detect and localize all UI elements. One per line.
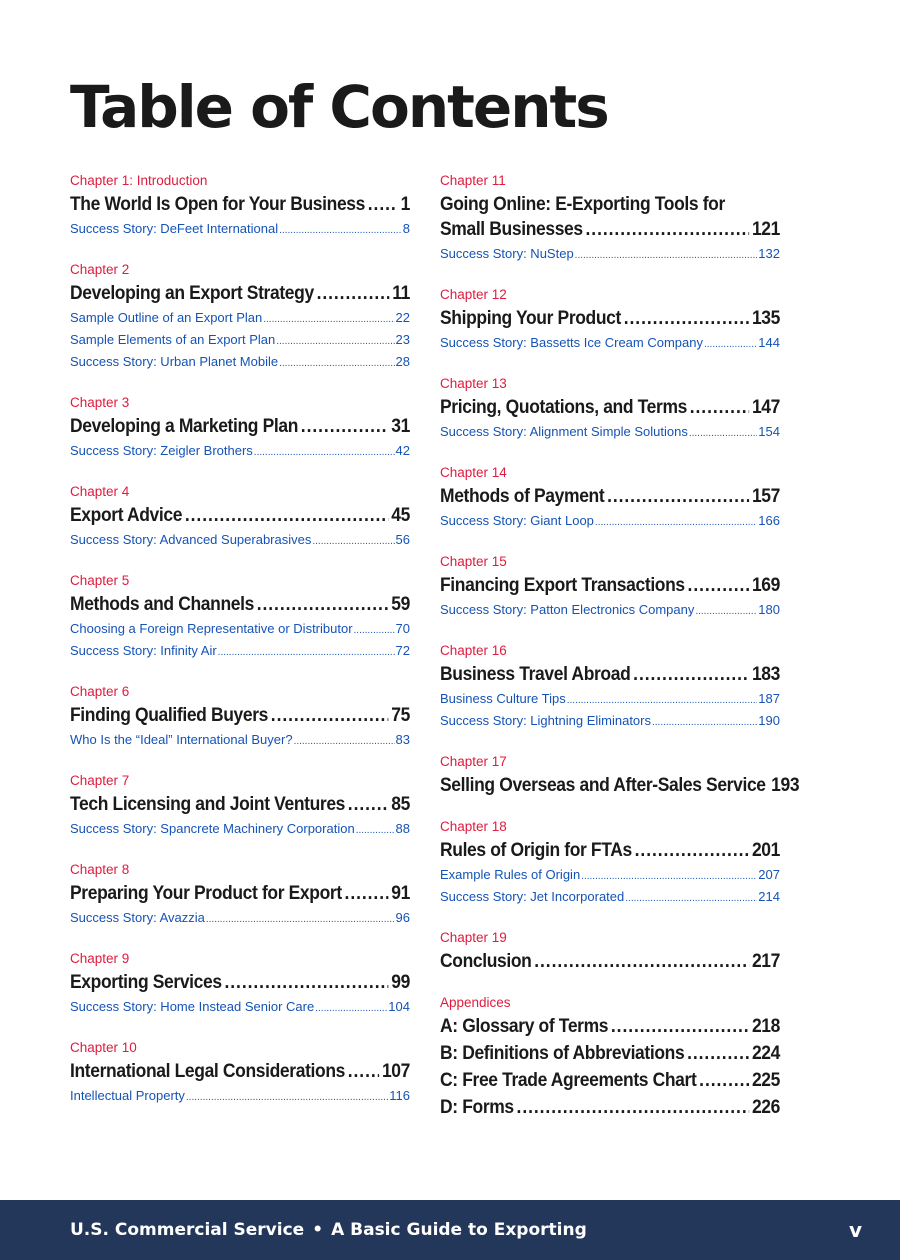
- sub-entry-title: Intellectual Property: [70, 1088, 185, 1103]
- sub-entry-link[interactable]: [70, 352, 410, 374]
- sub-entry-title: Success Story: Bassetts Ice Cream Company: [440, 335, 703, 350]
- chapter-page: 75: [391, 705, 411, 726]
- appendix-title: B: Definitions of Abbreviations: [440, 1043, 685, 1064]
- chapter-label: Chapter 12: [440, 287, 507, 302]
- appendix-page: 224: [751, 1043, 781, 1064]
- sub-entry-link[interactable]: [440, 711, 780, 733]
- sub-entry-link[interactable]: [70, 308, 410, 330]
- chapter-page: 1: [400, 194, 411, 215]
- appendix-link[interactable]: [440, 1095, 780, 1120]
- toc-entry-chapter-10: [70, 1039, 410, 1108]
- chapter-page: 135: [751, 308, 781, 329]
- chapter-label: Chapter 19: [440, 930, 507, 945]
- chapter-label: Chapter 16: [440, 643, 507, 658]
- chapter-page: 31: [391, 416, 411, 437]
- toc-entry-chapter-6: [70, 683, 410, 752]
- appendix-link[interactable]: [440, 1014, 780, 1039]
- footer-book-title: A Basic Guide to Exporting: [331, 1220, 587, 1240]
- chapter-title: Exporting Services: [70, 972, 222, 993]
- chapter-title-link[interactable]: [70, 703, 410, 728]
- sub-entry-title: Success Story: Spancrete Machinery Corporation: [70, 821, 355, 836]
- sub-entry-link[interactable]: [70, 441, 410, 463]
- chapter-title-link[interactable]: [440, 573, 780, 598]
- chapter-label: Chapter 7: [70, 773, 130, 788]
- chapter-title: Rules of Origin for FTAs: [440, 840, 632, 861]
- toc-entry-chapter-17: [440, 753, 800, 798]
- chapter-page: 121: [751, 219, 781, 240]
- toc-entry-chapter-15: [440, 553, 780, 622]
- toc-left-column: [70, 172, 410, 1128]
- toc-entry-chapter-12: [440, 286, 780, 355]
- toc-entry-chapter-18: [440, 818, 780, 909]
- appendix-page: 226: [751, 1097, 781, 1118]
- sub-entry-page: 28: [395, 354, 410, 369]
- appendix-title: A: Glossary of Terms: [440, 1016, 609, 1037]
- footer-separator: •: [312, 1220, 324, 1240]
- chapter-label: Chapter 4: [70, 484, 130, 499]
- sub-entry-title: Success Story: Jet Incorporated: [440, 889, 625, 904]
- chapter-title: Methods and Channels: [70, 594, 254, 615]
- appendix-page: 218: [751, 1016, 781, 1037]
- chapter-label: Chapter 9: [70, 951, 130, 966]
- chapter-page: 169: [751, 575, 781, 596]
- sub-entry-link[interactable]: [440, 511, 780, 533]
- sub-entry-link[interactable]: [440, 600, 780, 622]
- chapter-title-line-1: Going Online: E-Exporting Tools for: [440, 194, 725, 215]
- sub-entry-link[interactable]: [70, 330, 410, 352]
- chapter-title: Financing Export Transactions: [440, 575, 685, 596]
- sub-entry-link[interactable]: [440, 244, 780, 266]
- chapter-page: 91: [391, 883, 411, 904]
- sub-entry-page: 116: [389, 1088, 410, 1103]
- toc-entry-chapter-3: [70, 394, 410, 463]
- chapter-label: Chapter 8: [70, 862, 130, 877]
- page-title: Table of Contents: [70, 73, 608, 141]
- chapter-title: Business Travel Abroad: [440, 664, 631, 685]
- sub-entry-page: 42: [395, 443, 410, 458]
- toc-entry-chapter-2: [70, 261, 410, 374]
- chapter-title-link[interactable]: [70, 192, 410, 217]
- sub-entry-title: Sample Elements of an Export Plan: [70, 332, 276, 347]
- chapter-title-link[interactable]: [440, 838, 780, 863]
- chapter-title-link[interactable]: [440, 395, 780, 420]
- sub-entry-link[interactable]: [70, 641, 410, 663]
- footer-page-number: v: [848, 1218, 862, 1242]
- toc-entry-chapter-5: [70, 572, 410, 663]
- toc-entry-chapter-16: [440, 642, 780, 733]
- appendices-label: Appendices: [440, 995, 511, 1010]
- sub-entry-page: 70: [395, 621, 410, 636]
- sub-entry-title: Success Story: DeFeet International: [70, 221, 279, 236]
- sub-entry-page: 83: [395, 732, 410, 747]
- sub-entry-link[interactable]: [440, 333, 780, 355]
- sub-entry-link[interactable]: [70, 530, 410, 552]
- sub-entry-link[interactable]: [440, 887, 780, 909]
- sub-entry-link[interactable]: [70, 619, 410, 641]
- toc-entry-chapter-14: [440, 464, 780, 533]
- chapter-title-link[interactable]: [70, 281, 410, 306]
- sub-entry-title: Success Story: Infinity Air: [70, 643, 217, 658]
- sub-entry-title: Success Story: Lightning Eliminators: [440, 713, 651, 728]
- sub-entry-page: 144: [758, 335, 780, 350]
- toc-entry-chapter-1: [70, 172, 410, 241]
- appendix-link[interactable]: [440, 1041, 780, 1066]
- chapter-label: Chapter 11: [440, 173, 506, 188]
- chapter-title: Developing an Export Strategy: [70, 283, 314, 304]
- chapter-title: International Legal Considerations: [70, 1061, 345, 1082]
- chapter-label: Chapter 3: [70, 395, 130, 410]
- sub-entry-link[interactable]: [440, 689, 780, 711]
- chapter-title-link[interactable]: [70, 592, 410, 617]
- chapter-page: 11: [392, 283, 411, 304]
- sub-entry-title: Success Story: Alignment Simple Solutions: [440, 424, 688, 439]
- chapter-title-link[interactable]: [440, 306, 780, 331]
- chapter-label: Chapter 5: [70, 573, 130, 588]
- chapter-label: Chapter 15: [440, 554, 507, 569]
- chapter-label: Chapter 13: [440, 376, 507, 391]
- sub-entry-title: Success Story: Giant Loop: [440, 513, 594, 528]
- chapter-page: 147: [751, 397, 781, 418]
- chapter-title-link[interactable]: [70, 881, 410, 906]
- chapter-label: Chapter 10: [70, 1040, 137, 1055]
- sub-entry-title: Success Story: Advanced Superabrasives: [70, 532, 312, 547]
- chapter-page: 157: [751, 486, 781, 507]
- sub-entry-link[interactable]: [70, 1086, 410, 1108]
- chapter-title-link[interactable]: [70, 970, 410, 995]
- chapter-title: Preparing Your Product for Export: [70, 883, 342, 904]
- sub-entry-page: 187: [758, 691, 780, 706]
- sub-entry-page: 154: [758, 424, 780, 439]
- sub-entry-page: 88: [395, 821, 410, 836]
- chapter-page: 85: [391, 794, 411, 815]
- chapter-label: Chapter 18: [440, 819, 507, 834]
- chapter-title-link[interactable]: [440, 192, 780, 242]
- chapter-title: Shipping Your Product: [440, 308, 621, 329]
- toc-entry-chapter-9: [70, 950, 410, 1019]
- chapter-title-link[interactable]: [440, 484, 780, 509]
- toc-entry-chapter-19: [440, 929, 780, 974]
- sub-entry-title: Business Culture Tips: [440, 691, 566, 706]
- chapter-label: Chapter 1: Introduction: [70, 173, 208, 188]
- footer-text: [70, 1220, 587, 1240]
- toc-entry-appendices: [440, 994, 780, 1120]
- chapter-title-link[interactable]: [70, 503, 410, 528]
- toc-entry-chapter-4: [70, 483, 410, 552]
- chapter-title-link[interactable]: [70, 792, 410, 817]
- sub-entry-title: Example Rules of Origin: [440, 867, 581, 882]
- chapter-title-link[interactable]: [440, 949, 780, 974]
- page-footer: [0, 1200, 900, 1260]
- chapter-title: The World Is Open for Your Business: [70, 194, 366, 215]
- sub-entry-page: 166: [758, 513, 780, 528]
- chapter-page: 183: [751, 664, 781, 685]
- chapter-label: Chapter 2: [70, 262, 130, 277]
- sub-entry-page: 214: [758, 889, 780, 904]
- sub-entry-title: Success Story: Urban Planet Mobile: [70, 354, 279, 369]
- sub-entry-link[interactable]: [70, 997, 410, 1019]
- sub-entry-title: Who Is the “Ideal” International Buyer?: [70, 732, 293, 747]
- sub-entry-title: Success Story: Patton Electronics Company: [440, 602, 695, 617]
- toc-entry-chapter-11: [440, 172, 780, 266]
- appendix-title: D: Forms: [440, 1097, 514, 1118]
- chapter-page: 107: [381, 1061, 411, 1082]
- chapter-title-link[interactable]: [440, 662, 780, 687]
- sub-entry-page: 23: [395, 332, 410, 347]
- appendix-title: C: Free Trade Agreements Chart: [440, 1070, 697, 1091]
- sub-entry-page: 132: [758, 246, 780, 261]
- sub-entry-title: Choosing a Foreign Representative or Distributor: [70, 621, 353, 636]
- sub-entry-page: 22: [395, 310, 410, 325]
- chapter-page: 193: [771, 775, 800, 796]
- sub-entry-title: Success Story: NuStep: [440, 246, 574, 261]
- appendix-link[interactable]: [440, 1068, 780, 1093]
- chapter-label: Chapter 17: [440, 754, 507, 769]
- sub-entry-page: 96: [395, 910, 410, 925]
- chapter-title-link[interactable]: [70, 1059, 410, 1084]
- sub-entry-title: Success Story: Avazzia: [70, 910, 205, 925]
- chapter-title: Methods of Payment: [440, 486, 605, 507]
- toc-entry-chapter-7: [70, 772, 410, 841]
- chapter-title: Export Advice: [70, 505, 183, 526]
- sub-entry-link[interactable]: [440, 422, 780, 444]
- chapter-title-link[interactable]: [70, 414, 410, 439]
- chapter-page: 45: [391, 505, 411, 526]
- footer-publisher: U.S. Commercial Service: [70, 1220, 305, 1240]
- appendix-page: 225: [751, 1070, 781, 1091]
- sub-entry-page: 207: [758, 867, 780, 882]
- sub-entry-link[interactable]: [70, 819, 410, 841]
- chapter-title-link[interactable]: [440, 773, 800, 798]
- chapter-title: Developing a Marketing Plan: [70, 416, 299, 437]
- toc-right-column: [440, 172, 800, 1140]
- sub-entry-link[interactable]: [440, 865, 780, 887]
- sub-entry-page: 56: [395, 532, 410, 547]
- chapter-page: 59: [391, 594, 411, 615]
- chapter-title-line-2: Small Businesses: [440, 219, 583, 240]
- sub-entry-page: 180: [758, 602, 780, 617]
- chapter-label: Chapter 6: [70, 684, 130, 699]
- toc-entry-chapter-8: [70, 861, 410, 930]
- chapter-title: Conclusion: [440, 951, 532, 972]
- sub-entry-page: 190: [758, 713, 780, 728]
- chapter-label: Chapter 14: [440, 465, 507, 480]
- sub-entry-link[interactable]: [70, 908, 410, 930]
- sub-entry-title: Success Story: Zeigler Brothers: [70, 443, 253, 458]
- chapter-page: 99: [391, 972, 411, 993]
- sub-entry-link[interactable]: [70, 219, 410, 241]
- sub-entry-page: 8: [402, 221, 410, 236]
- sub-entry-link[interactable]: [70, 730, 410, 752]
- chapter-title: Tech Licensing and Joint Ventures: [70, 794, 346, 815]
- chapter-page: 217: [751, 951, 781, 972]
- sub-entry-page: 104: [388, 999, 410, 1014]
- chapter-title: Selling Overseas and After-Sales Service: [440, 775, 766, 796]
- sub-entry-title: Success Story: Home Instead Senior Care: [70, 999, 315, 1014]
- sub-entry-page: 72: [395, 643, 410, 658]
- chapter-title: Pricing, Quotations, and Terms: [440, 397, 687, 418]
- chapter-page: 201: [751, 840, 781, 861]
- toc-entry-chapter-13: [440, 375, 780, 444]
- sub-entry-title: Sample Outline of an Export Plan: [70, 310, 263, 325]
- chapter-title: Finding Qualified Buyers: [70, 705, 269, 726]
